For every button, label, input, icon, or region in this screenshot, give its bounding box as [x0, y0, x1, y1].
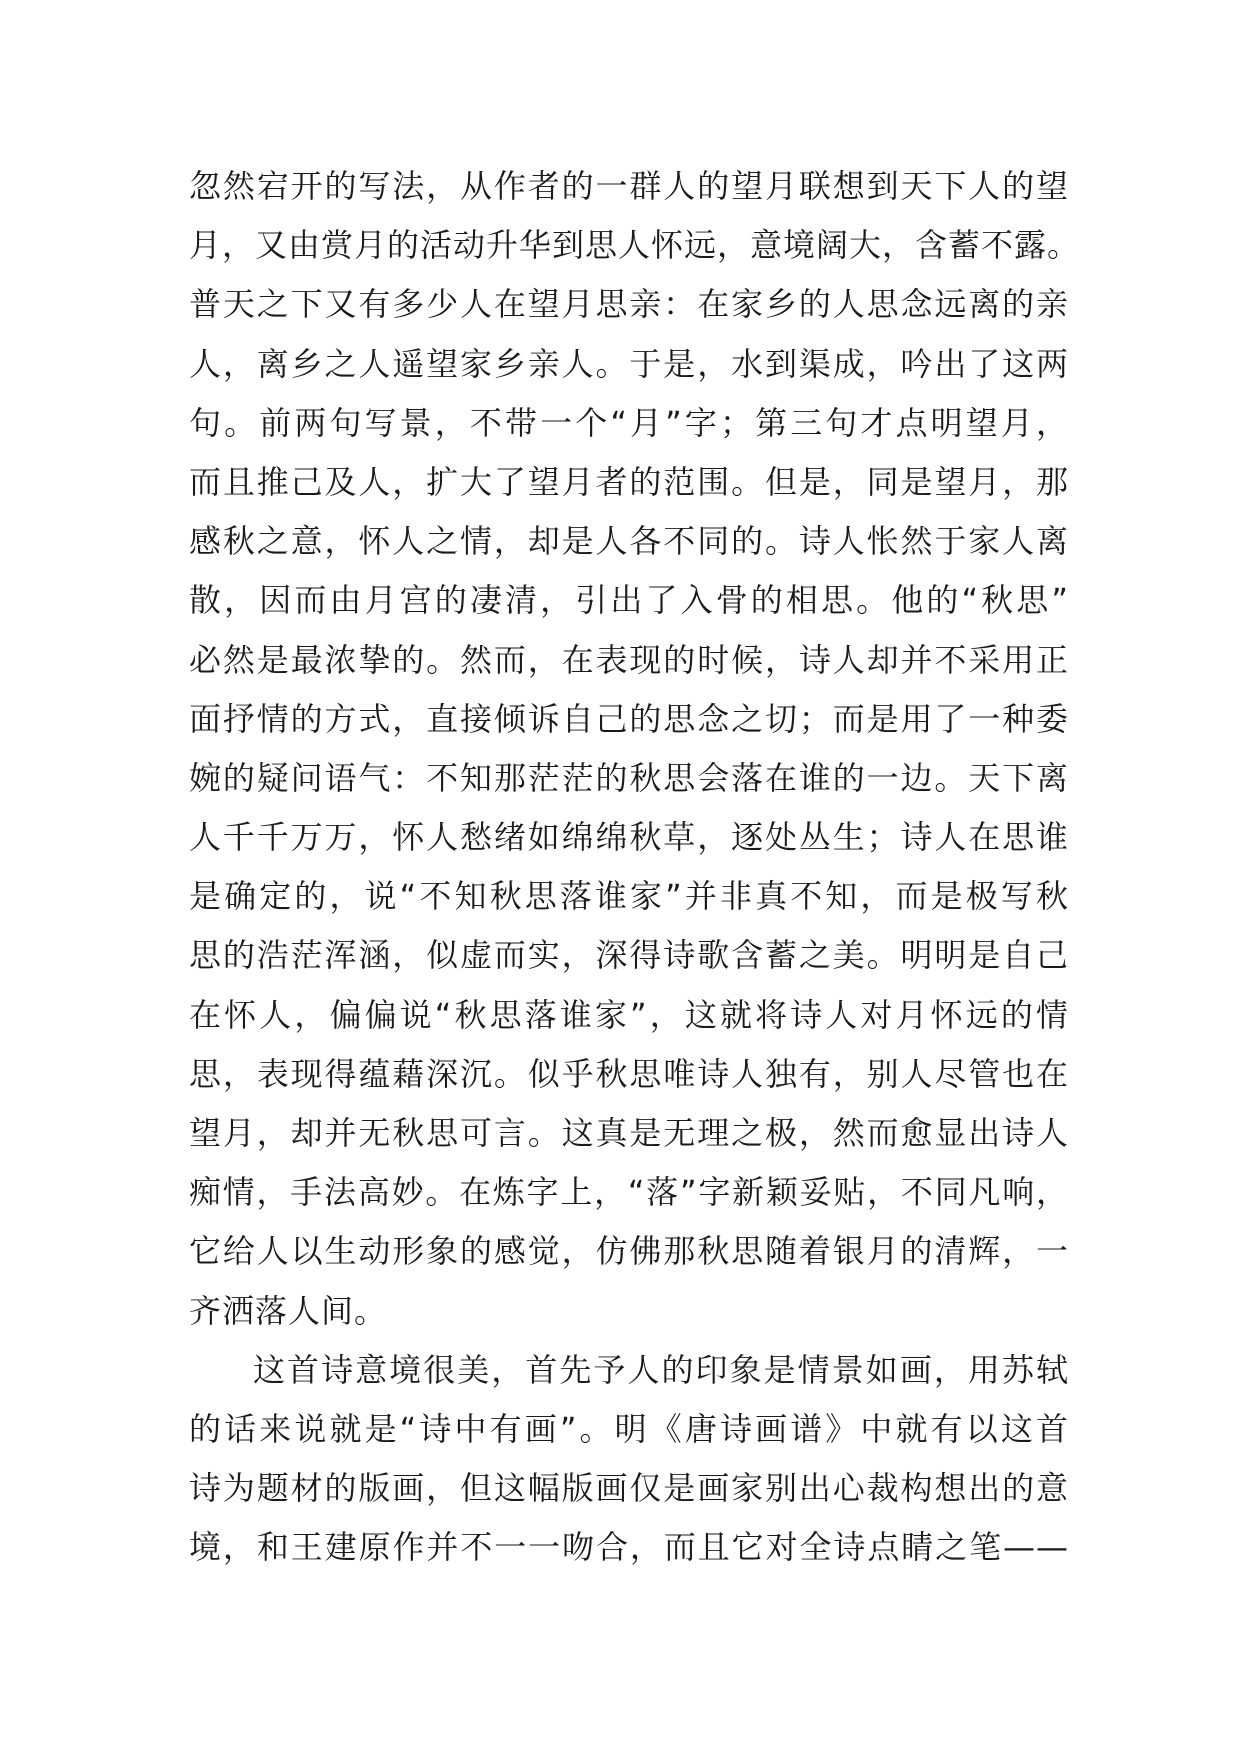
text-line: 诗为题材的版画，但这幅版画仅是画家别出心裁构想出的意 — [189, 1469, 1069, 1508]
text-line: 人，离乡之人遥望家乡亲人。于是，水到渠成，吟出了这两 — [189, 344, 1069, 383]
body-text — [189, 157, 1081, 1578]
text-line: 它给人以生动形象的感觉，仿佛那秋思随着银月的清辉，一 — [189, 1232, 1069, 1271]
text-line: 痴情，手法高妙。在炼字上，“落”字新颖妥贴，不同凡响， — [189, 1173, 1069, 1212]
text-line: 婉的疑问语气：不知那茫茫的秋思会落在谁的一边。天下离 — [189, 758, 1069, 797]
text-line: 面抒情的方式，直接倾诉自己的思念之切；而是用了一种委 — [189, 699, 1069, 738]
text-line: 思的浩茫浑涵，似虚而实，深得诗歌含蓄之美。明明是自己 — [189, 936, 1069, 975]
text-line: 句。前两句写景，不带一个“月”字；第三句才点明望月， — [189, 403, 1069, 442]
text-line: 散，因而由月宫的凄清，引出了入骨的相思。他的“秋思” — [189, 581, 1069, 620]
text-line: 而且推己及人，扩大了望月者的范围。但是，同是望月，那 — [189, 462, 1069, 501]
paragraph-1 — [189, 157, 1081, 1341]
text-line: 望月，却并无秋思可言。这真是无理之极，然而愈显出诗人 — [189, 1114, 1069, 1152]
text-line: 是确定的，说“不知秋思落谁家”并非真不知，而是极写秋 — [189, 877, 1069, 916]
text-line: 境，和王建原作并不一一吻合，而且它对全诗点睛之笔—— — [189, 1528, 1069, 1567]
text-line: 普天之下又有多少人在望月思亲：在家乡的人思念远离的亲 — [189, 285, 1069, 324]
text-line: 的话来说就是“诗中有画”。明《唐诗画谱》中就有以这首 — [189, 1409, 1069, 1448]
text-line: 忽然宕开的写法，从作者的一群人的望月联想到天下人的望 — [189, 167, 1069, 205]
text-line: 齐洒落人间。 — [189, 1291, 388, 1330]
text-line: 这首诗意境很美，首先予人的印象是情景如画，用苏轼 — [253, 1350, 1069, 1389]
text-line: 在怀人，偏偏说“秋思落谁家”，这就将诗人对月怀远的情 — [189, 995, 1069, 1034]
text-line: 思，表现得蕴藉深沉。似乎秋思唯诗人独有，别人尽管也在 — [189, 1054, 1069, 1093]
text-line: 必然是最浓挚的。然而，在表现的时候，诗人却并不采用正 — [189, 640, 1069, 679]
text-line: 月，又由赏月的活动升华到思人怀远，意境阔大，含蓄不露。 — [189, 226, 1081, 265]
text-line: 感秋之意，怀人之情，却是人各不同的。诗人怅然于家人离 — [189, 522, 1069, 561]
paragraph-2 — [189, 1341, 1069, 1578]
text-line: 人千千万万，怀人愁绪如绵绵秋草，逐处丛生；诗人在思谁 — [189, 818, 1069, 857]
